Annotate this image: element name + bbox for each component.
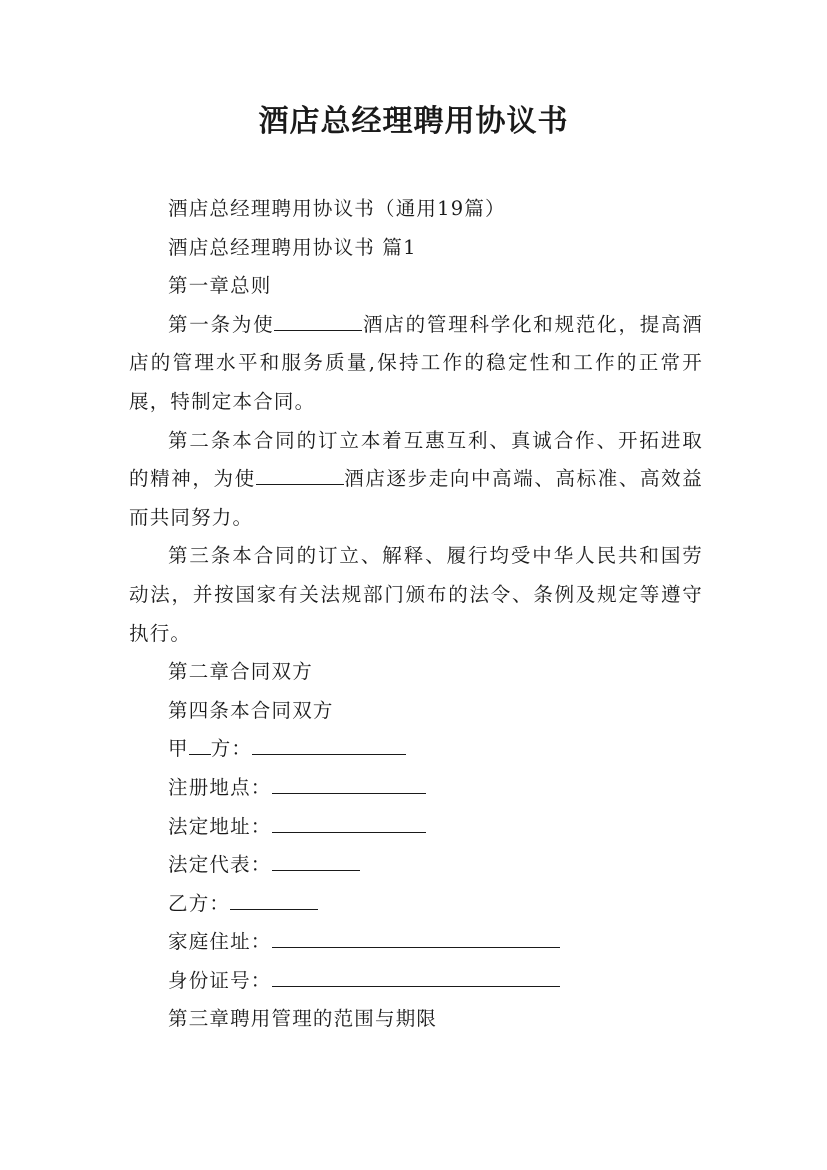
- article-heading: 酒店总经理聘用协议书 篇1: [168, 235, 417, 259]
- clause-2-post: 酒店逐步走向中高端、高标准、高效益而共同努力。: [129, 467, 703, 529]
- party-b-label: 乙方：: [168, 891, 231, 915]
- reg-address-label: 注册地点：: [168, 775, 272, 799]
- party-a-line: [129, 730, 703, 769]
- document-title: 酒店总经理聘用协议书: [258, 104, 569, 139]
- chapter-heading-3: 第三章聘用管理的范围与期限: [168, 1007, 438, 1031]
- legal-rep-blank[interactable]: [272, 850, 360, 871]
- clause-2-pre: 第二条本合同的订立本着互惠互利、真诚合作、开拓进取的精神，为使: [129, 428, 703, 491]
- clause-2: [129, 422, 703, 538]
- clause-3: 第三条本合同的订立、解释、履行均受中华人民共和国劳动法，并按国家有关法规部门颁布的法令、条例及规定等遵守执行。: [129, 544, 703, 645]
- home-address-label: 家庭住址：: [168, 930, 272, 954]
- clause-1: [129, 306, 703, 422]
- id-number-line: [129, 962, 703, 1001]
- chapter-heading-1: 第一章总则: [168, 274, 272, 298]
- id-number-blank[interactable]: [272, 965, 560, 986]
- legal-address-blank[interactable]: [272, 811, 426, 832]
- party-a-label-1: 甲: [168, 737, 189, 761]
- party-b-name-blank[interactable]: [230, 888, 318, 909]
- clause-4: 第四条本合同双方: [168, 698, 334, 722]
- legal-rep-line: [129, 846, 703, 885]
- party-a-label-2: 方：: [210, 737, 253, 761]
- party-a-name-blank[interactable]: [252, 734, 406, 755]
- home-address-blank[interactable]: [272, 927, 560, 948]
- clause-1-pre: 第一条为使: [168, 312, 275, 336]
- subtitle-line: 酒店总经理聘用协议书（通用19篇）: [168, 197, 506, 220]
- reg-address-line: [129, 769, 703, 808]
- id-number-label: 身份证号：: [168, 968, 272, 992]
- hotel-name-blank-2[interactable]: [256, 464, 344, 485]
- legal-address-line: [129, 808, 703, 847]
- clause-1-post: 酒店的管理科学化和规范化，提高酒店的管理水平和服务质量,保持工作的稳定性和工作的正常开展，特制定本合同。: [129, 312, 703, 413]
- legal-address-label: 法定地址：: [168, 814, 272, 838]
- legal-rep-label: 法定代表：: [168, 853, 272, 877]
- chapter-heading-2: 第二章合同双方: [168, 660, 313, 684]
- home-address-line: [129, 923, 703, 962]
- party-b-line: [129, 885, 703, 924]
- party-a-gap-blank[interactable]: [189, 734, 211, 755]
- hotel-name-blank-1[interactable]: [274, 309, 362, 330]
- document-body: [129, 190, 703, 1039]
- reg-address-blank[interactable]: [272, 772, 426, 793]
